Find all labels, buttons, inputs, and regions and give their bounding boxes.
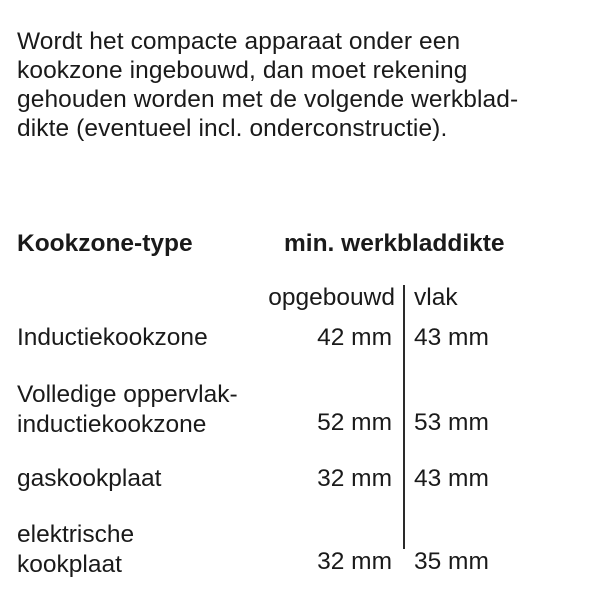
row-value-vlak: 53 mm: [414, 409, 489, 436]
row-label-gaskookplaat: gaskookplaat: [17, 465, 162, 492]
row-label-volledige-oppervlak-inductiekookzone: Volledige oppervlak- inductiekookzone: [17, 381, 238, 438]
header-kookzone-type: Kookzone-type: [17, 230, 193, 257]
row-value-vlak: 43 mm: [414, 324, 489, 351]
row-value-vlak: 43 mm: [414, 465, 489, 492]
row-value-opgebouwd: 52 mm: [317, 409, 392, 436]
row-value-vlak: 35 mm: [414, 548, 489, 575]
row-label-elektrische-kookplaat: elektrische kookplaat: [17, 521, 135, 578]
column-label-vlak: vlak: [414, 284, 458, 311]
column-label-opgebouwd: opgebouwd: [268, 284, 395, 311]
column-divider: [403, 285, 405, 549]
row-label-inductiekookzone: Inductiekookzone: [17, 324, 208, 351]
row-value-opgebouwd: 32 mm: [317, 548, 392, 575]
header-min-werkbladdikte: min. werkbladdikte: [284, 230, 505, 257]
row-value-opgebouwd: 42 mm: [317, 324, 392, 351]
row-value-opgebouwd: 32 mm: [317, 465, 392, 492]
intro-paragraph: Wordt het compacte apparaat onder een kookzone ingebouwd, dan moet rekening gehouden worden met de volgende werkblad- dikte (eventueel incl. onderconstructie).: [17, 28, 519, 142]
